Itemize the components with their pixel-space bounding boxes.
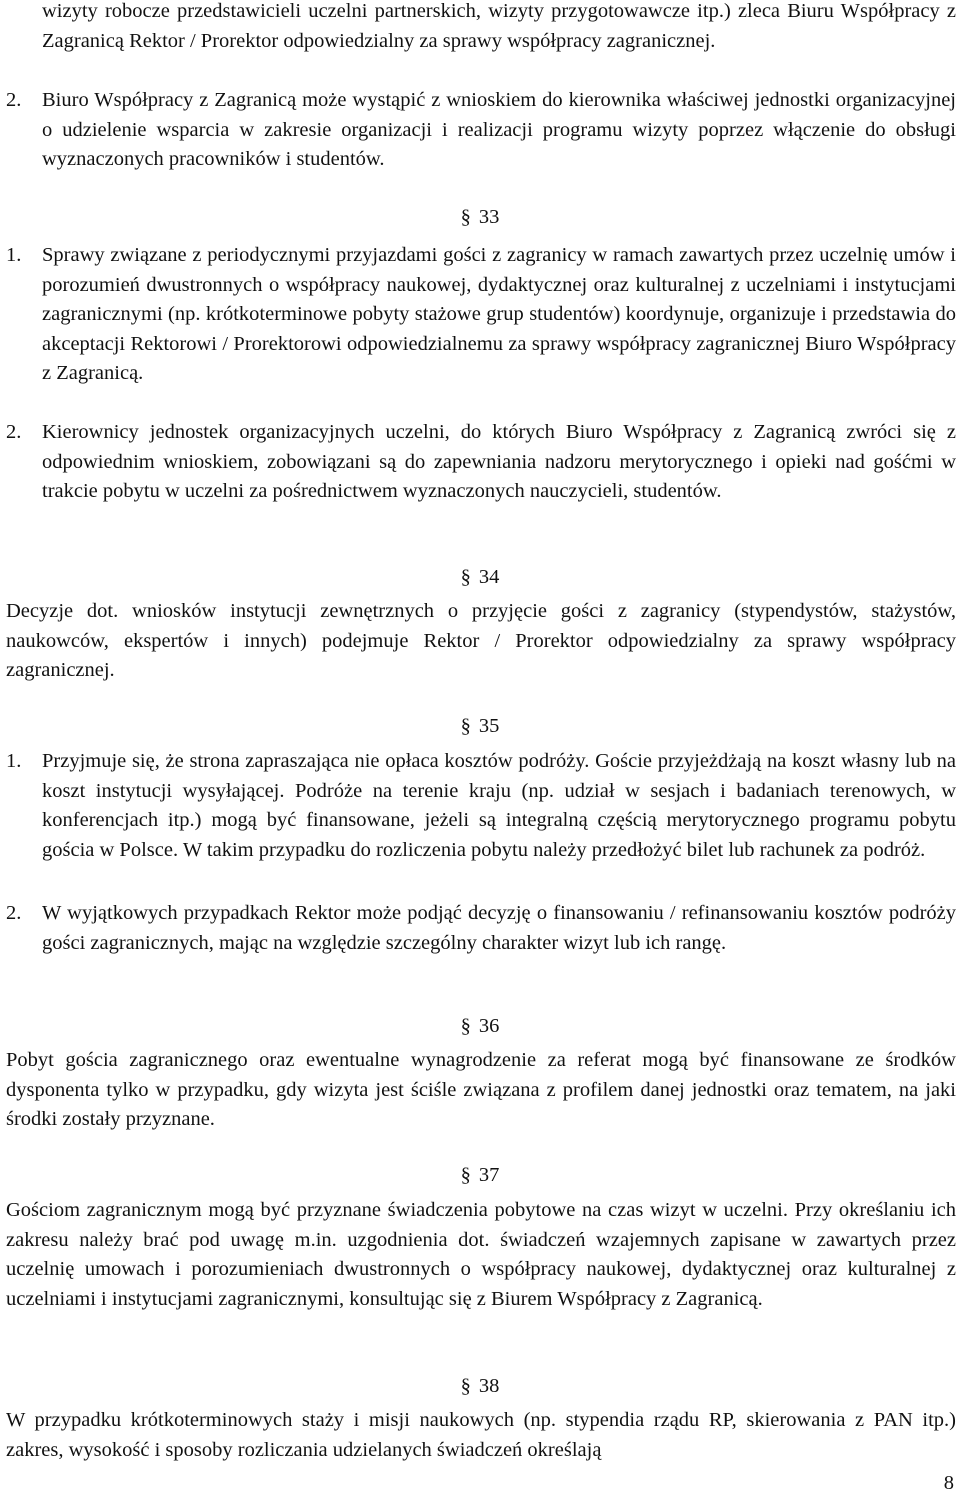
section-heading-37 <box>0 1161 960 1191</box>
section-number: 34 <box>478 566 500 588</box>
section-number: 38 <box>478 1375 500 1397</box>
list-number: 1. <box>6 750 22 772</box>
section-symbol: § <box>460 715 471 737</box>
list-text: Sprawy związane z periodycznymi przyjazdami gości z zagranicy w ramach zawartych przez uczelnię umów i porozumień dwustronnych o współpracy naukowej, dydaktycznej oraz kulturalnej z uczelniami i instytucjami zagranicznymi (np. krótkoterminowe pobyty stażowe grup studentów) koordynuje, organizuje i przedstawia do akceptacji Rektorowi / Prorektorowi odpowiedzialnemu za sprawy współpracy zagranicznej Biuro Współpracy z Zagranicą. <box>42 244 956 384</box>
section-heading-34 <box>0 563 960 593</box>
section-heading-35 <box>0 712 960 742</box>
paragraph: Gościom zagranicznym mogą być przyznane świadczenia pobytowe na czas wizyt w uczelni. Przy określaniu ich zakresu należy brać pod uwagę m.in. uzgodnienia dot. świadczeń wzajemnych zapisane w zawartych przez uczelnię umowach i porozumieniach dwustronnych o współpracy naukowej, dydaktycznej oraz kulturalnej z uczelniami i instytucjami zagranicznymi, konsultując się z Biurem Współpracy z Zagranicą. <box>6 1199 956 1310</box>
paragraph-continuation: wizyty robocze przedstawicieli uczelni partnerskich, wizyty przygotowawcze itp.) zleca Biuru Współpracy z Zagranicą Rektor / Prorektor odpowiedzialny za sprawy współpracy zagranicznej. <box>42 0 956 52</box>
list-text: Kierownicy jednostek organizacyjnych uczelni, do których Biuro Współpracy z Zagranicą zwróci się z odpowiednim wnioskiem, zobowiązani są do zapewniania nadzoru merytorycznego i opieki nad gośćmi w trakcie pobytu w uczelni za pośrednictwem wyznaczonych nauczycieli, studentów. <box>42 421 956 502</box>
list-item <box>6 899 956 958</box>
list-item <box>6 418 956 507</box>
section-symbol: § <box>460 206 471 228</box>
section-heading-33 <box>0 203 960 233</box>
page-number: 8 <box>943 1472 954 1494</box>
list-number: 1. <box>6 244 22 266</box>
list-item <box>6 86 956 175</box>
paragraph: Decyzje dot. wniosków instytucji zewnętrznych o przyjęcie gości z zagranicy (stypendystów, stażystów, naukowców, ekspertów i innych) podejmuje Rektor / Prorektor odpowiedzialny za sprawy współpracy zagranicznej. <box>6 600 956 681</box>
list-number: 2. <box>6 89 22 111</box>
section-number: 33 <box>478 206 500 228</box>
section-number: 37 <box>478 1164 500 1186</box>
section-symbol: § <box>460 1375 471 1397</box>
list-number: 2. <box>6 902 22 924</box>
section-symbol: § <box>460 1164 471 1186</box>
section-heading-38 <box>0 1372 960 1402</box>
section-symbol: § <box>460 1015 471 1037</box>
section-number: 35 <box>478 715 500 737</box>
section-symbol: § <box>460 566 471 588</box>
paragraph: W przypadku krótkoterminowych staży i misji naukowych (np. stypendia rządu RP, skierowania z PAN itp.) zakres, wysokość i sposoby rozliczania udzielanych świadczeń określają <box>6 1409 956 1461</box>
list-text: W wyjątkowych przypadkach Rektor może podjąć decyzję o finansowaniu / refinansowaniu kosztów podróży gości zagranicznych, mając na względzie szczególny charakter wizyt lub ich rangę. <box>42 902 956 954</box>
list-text: Biuro Współpracy z Zagranicą może wystąpić z wnioskiem do kierownika właściwej jednostki organizacyjnej o udzielenie wsparcia w zakresie organizacji i realizacji programu wizyty poprzez włączenie do obsługi wyznaczonych pracowników i studentów. <box>42 89 956 170</box>
list-item <box>6 747 956 865</box>
paragraph: Pobyt gościa zagranicznego oraz ewentualne wynagrodzenie za referat mogą być finansowane ze środków dysponenta tylko w przypadku, gdy wizyta jest ściśle związana z profilem danej jednostki oraz tematem, na jaki środki zostały przyznane. <box>6 1049 956 1130</box>
list-item <box>6 241 956 389</box>
list-text: Przyjmuje się, że strona zapraszająca nie opłaca kosztów podróży. Goście przyjeżdżają na koszt własny lub na koszt instytucji wysyłającej. Podróże na terenie kraju (np. udział w sesjach i badaniach terenowych, w konferencjach itp.) mogą być finansowane, jeżeli są integralną częścią merytorycznego programu pobytu gościa w Polsce. W takim przypadku do rozliczenia pobytu należy przedłożyć bilet lub rachunek za podróż. <box>42 750 956 861</box>
section-number: 36 <box>478 1015 500 1037</box>
list-number: 2. <box>6 421 22 443</box>
section-heading-36 <box>0 1012 960 1042</box>
